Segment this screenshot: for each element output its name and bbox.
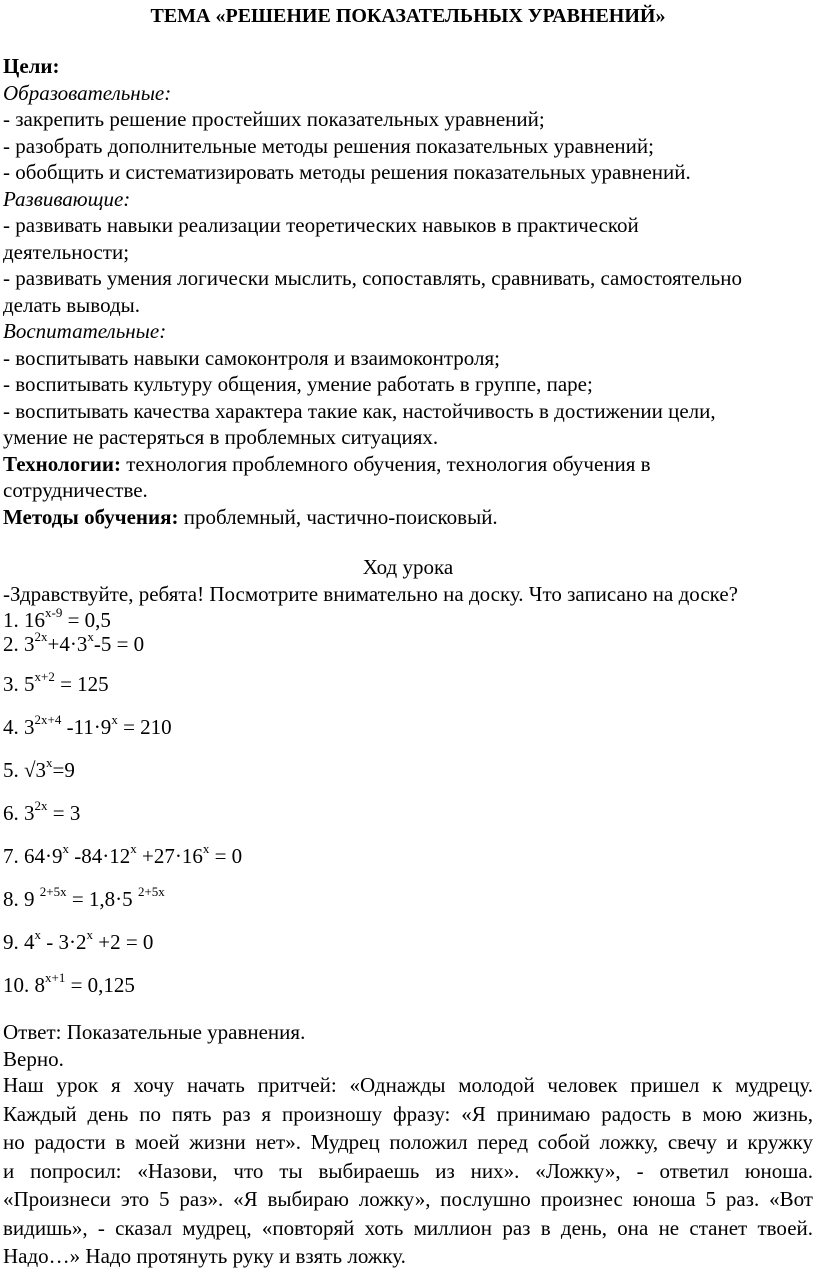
equation-4: 4. $3^{2x+4}$ $-11\cdot 9^x = 210$ — [3, 712, 172, 739]
document-page — [3, 0, 813, 1272]
document-title: ТЕМА «РЕШЕНИЕ ПОКАЗАТЕЛЬНЫХ УРАВНЕНИЙ» — [150, 5, 666, 27]
methods-text: проблемный, частично-поисковый. — [178, 504, 498, 529]
parable-line: видишь», - сказал мудрец, «повторяй хоть миллион раз в день, она не станет твоей. — [3, 1215, 813, 1240]
equation-5: 5. $√3^x=9$ — [3, 755, 75, 782]
lesson-heading: Ход урока — [362, 555, 454, 579]
technologies-paragraph — [3, 451, 813, 478]
educational-label: Образовательные: — [3, 80, 172, 105]
parable-line: и попросил: «Назови, что ты выбираешь из них». «Ложку», - ответил юноша. — [3, 1158, 813, 1183]
equation-1: 1. $16^{x-9} = 0,5$ — [3, 605, 111, 632]
developing-line: деятельности; — [3, 239, 130, 264]
methods-paragraph — [3, 504, 813, 531]
equation-3: 3. $5^{x+2} = 125$ — [3, 669, 109, 696]
equation-6: 6. $3^{2x} = 3$ — [3, 798, 81, 825]
developing-line: - развивать умения логически мыслить, сопоставлять, сравнивать, самостоятельно — [3, 266, 742, 290]
correct-line: Верно. — [3, 1046, 64, 1071]
educational-item: - обобщить и систематизировать методы решения показательных уравнений. — [3, 160, 691, 184]
technologies-text: технология проблемного обучения, технология обучения в — [120, 451, 651, 476]
equation-7: 7. $64\cdot 9^x$ $-84\cdot 12^x +27\cdot 16^x = 0$ — [3, 841, 243, 868]
upbringing-line: - воспитывать культуру общения, умение работать в группе, паре; — [3, 372, 593, 396]
equation-8: 8. 9 $^{2+5x}$ = 1,8·5 $^{2+5x}$ — [3, 884, 165, 911]
answer-line: Ответ: Показательные уравнения. — [3, 1020, 306, 1044]
parable-line: но радости в моей жизни нет». Мудрец положил перед собой ложку, свечу и кружку — [3, 1130, 813, 1154]
upbringing-line: - воспитывать навыки самоконтроля и взаимоконтроля; — [3, 345, 500, 370]
upbringing-line: умение не растеряться в проблемных ситуациях. — [3, 425, 439, 449]
developing-line: делать выводы. — [3, 292, 141, 317]
technologies-continuation: сотрудничестве. — [3, 478, 148, 502]
equation-10: 10. $8^{x+1} = 0,125$ — [3, 970, 135, 997]
parable-line: Надо…» Надо протянуть руку и взять ложку. — [3, 1244, 406, 1268]
parable-line: «Произнеси это 5 раз». «Я выбираю ложку», послушно произнес юноша 5 раз. «Вот — [3, 1187, 813, 1211]
parable-line: Каждый день по пять раз я произношу фразу: «Я принимаю радость в мою жизнь, — [3, 1101, 813, 1126]
greeting-line: -Здравствуйте, ребята! Посмотрите внимательно на доску. Что записано на доске? — [3, 581, 738, 606]
educational-item: - разобрать дополнительные методы решения показательных уравнений; — [3, 133, 654, 158]
parable-line: Наш урок я хочу начать притчей: «Однажды молодой человек пришел к мудрецу. — [3, 1073, 813, 1097]
developing-line: - развивать навыки реализации теоретических навыков в практической — [3, 213, 639, 237]
developing-label: Развивающие: — [3, 186, 131, 211]
educational-item: - закрепить решение простейших показательных уравнений; — [3, 107, 545, 131]
technologies-label: Технологии: — [3, 451, 121, 476]
goals-heading: Цели: — [3, 54, 60, 78]
upbringing-label: Воспитательные: — [3, 319, 167, 343]
methods-label: Методы обучения: — [3, 504, 179, 529]
upbringing-line: - воспитывать качества характера такие как, настойчивость в достижении цели, — [3, 398, 716, 423]
equation-9: 9. $4^x - 3\cdot 2^x +2 = 0$ — [3, 927, 154, 954]
equation-2: 2. $3^{2x}+4\cdot 3^x-5 = 0$ — [3, 629, 145, 656]
